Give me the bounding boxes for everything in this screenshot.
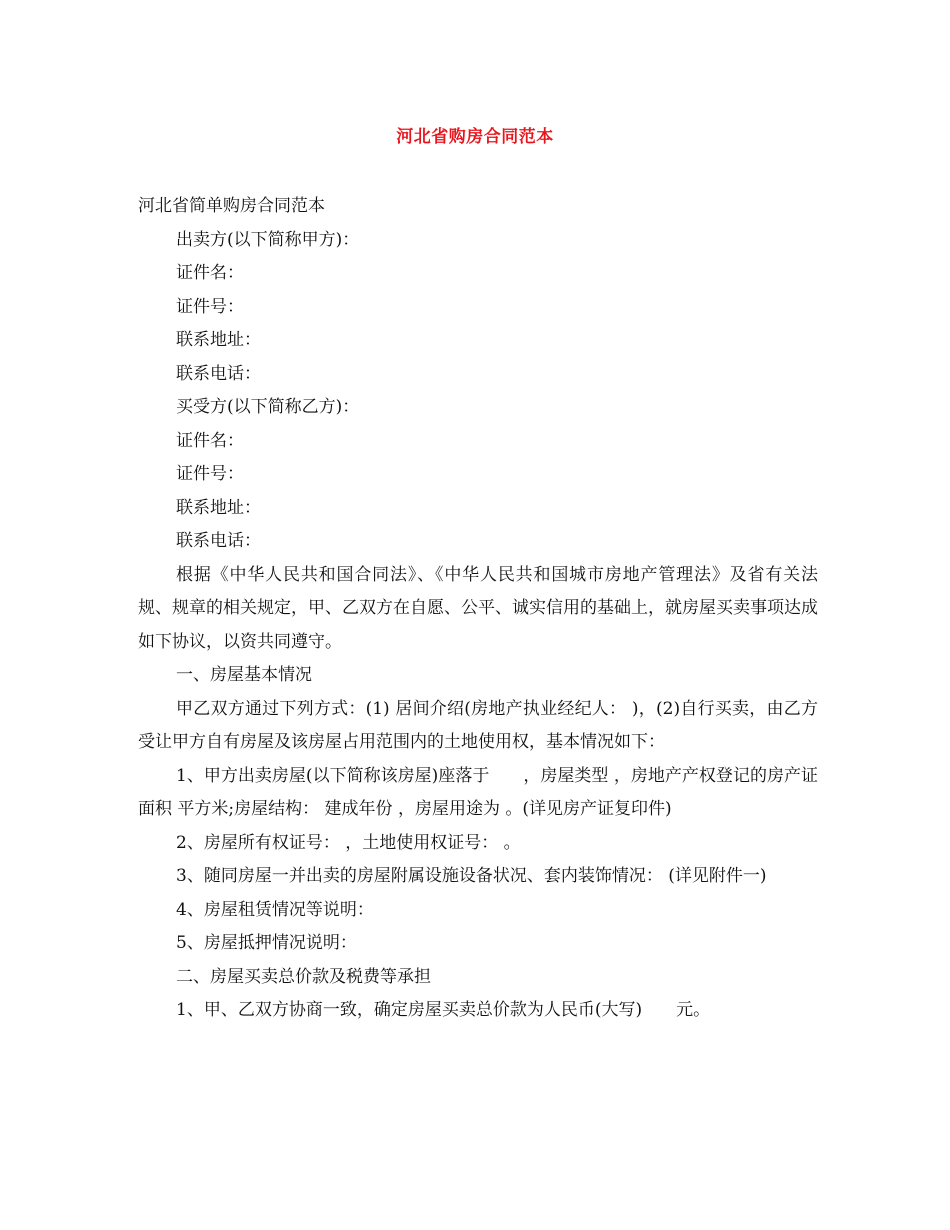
buyer-heading: 买受方(以下简称乙方)： [176, 397, 360, 417]
section1-item2: 2、房屋所有权证号： ，土地使用权证号： 。 [176, 832, 521, 853]
section1-heading: 一、房屋基本情况 [176, 665, 312, 685]
preamble-paragraph: 根据《中华人民共和国合同法》、《中华人民共和国城市房地产管理法》及省有关法规、规章的相关规定，甲、乙双方在自愿、公平、诚实信用的基础上，就房屋买卖事项达成如下协议，以资共同遵守。 [138, 564, 818, 652]
document-body [138, 190, 818, 1028]
document-subtitle: 河北省简单购房合同范本 [138, 196, 325, 216]
section1-item4: 4、房屋租赁情况等说明： [176, 899, 374, 920]
buyer-phone: 联系电话： [176, 531, 261, 551]
section2-item1: 1、甲、乙双方协商一致，确定房屋买卖总价款为人民币(大写) 元。 [176, 1000, 711, 1020]
section1-item1: 1、甲方出卖房屋(以下简称该房屋)座落于 ，房屋类型 ，房地产产权登记的房产证面积 平方米;房屋结构： 建成年份 ，房屋用途为 。(详见房产证复印件) [138, 765, 818, 819]
section2-heading: 二、房屋买卖总价款及税费等承担 [176, 966, 431, 987]
buyer-id-name: 证件名： [176, 430, 244, 451]
seller-id-number: 证件号： [176, 296, 244, 317]
seller-id-name: 证件名： [176, 263, 244, 283]
section1-intro: 甲乙双方通过下列方式：(1) 居间介绍(房地产执业经纪人： )，(2)自行买卖，由乙方受让甲方自有房屋及该房屋占用范围内的土地使用权，基本情况如下： [138, 698, 818, 752]
seller-address: 联系地址： [176, 330, 261, 350]
seller-phone: 联系电话： [176, 363, 261, 384]
buyer-address: 联系地址： [176, 497, 261, 518]
document-title: 河北省购房合同范本 [396, 127, 554, 147]
section1-item3: 3、随同房屋一并出卖的房屋附属设施设备状况、套内装饰情况： (详见附件一) [176, 866, 767, 886]
buyer-id-number: 证件号： [176, 464, 244, 484]
seller-heading: 出卖方(以下简称甲方)： [176, 229, 360, 250]
section1-item5: 5、房屋抵押情况说明： [176, 933, 357, 953]
